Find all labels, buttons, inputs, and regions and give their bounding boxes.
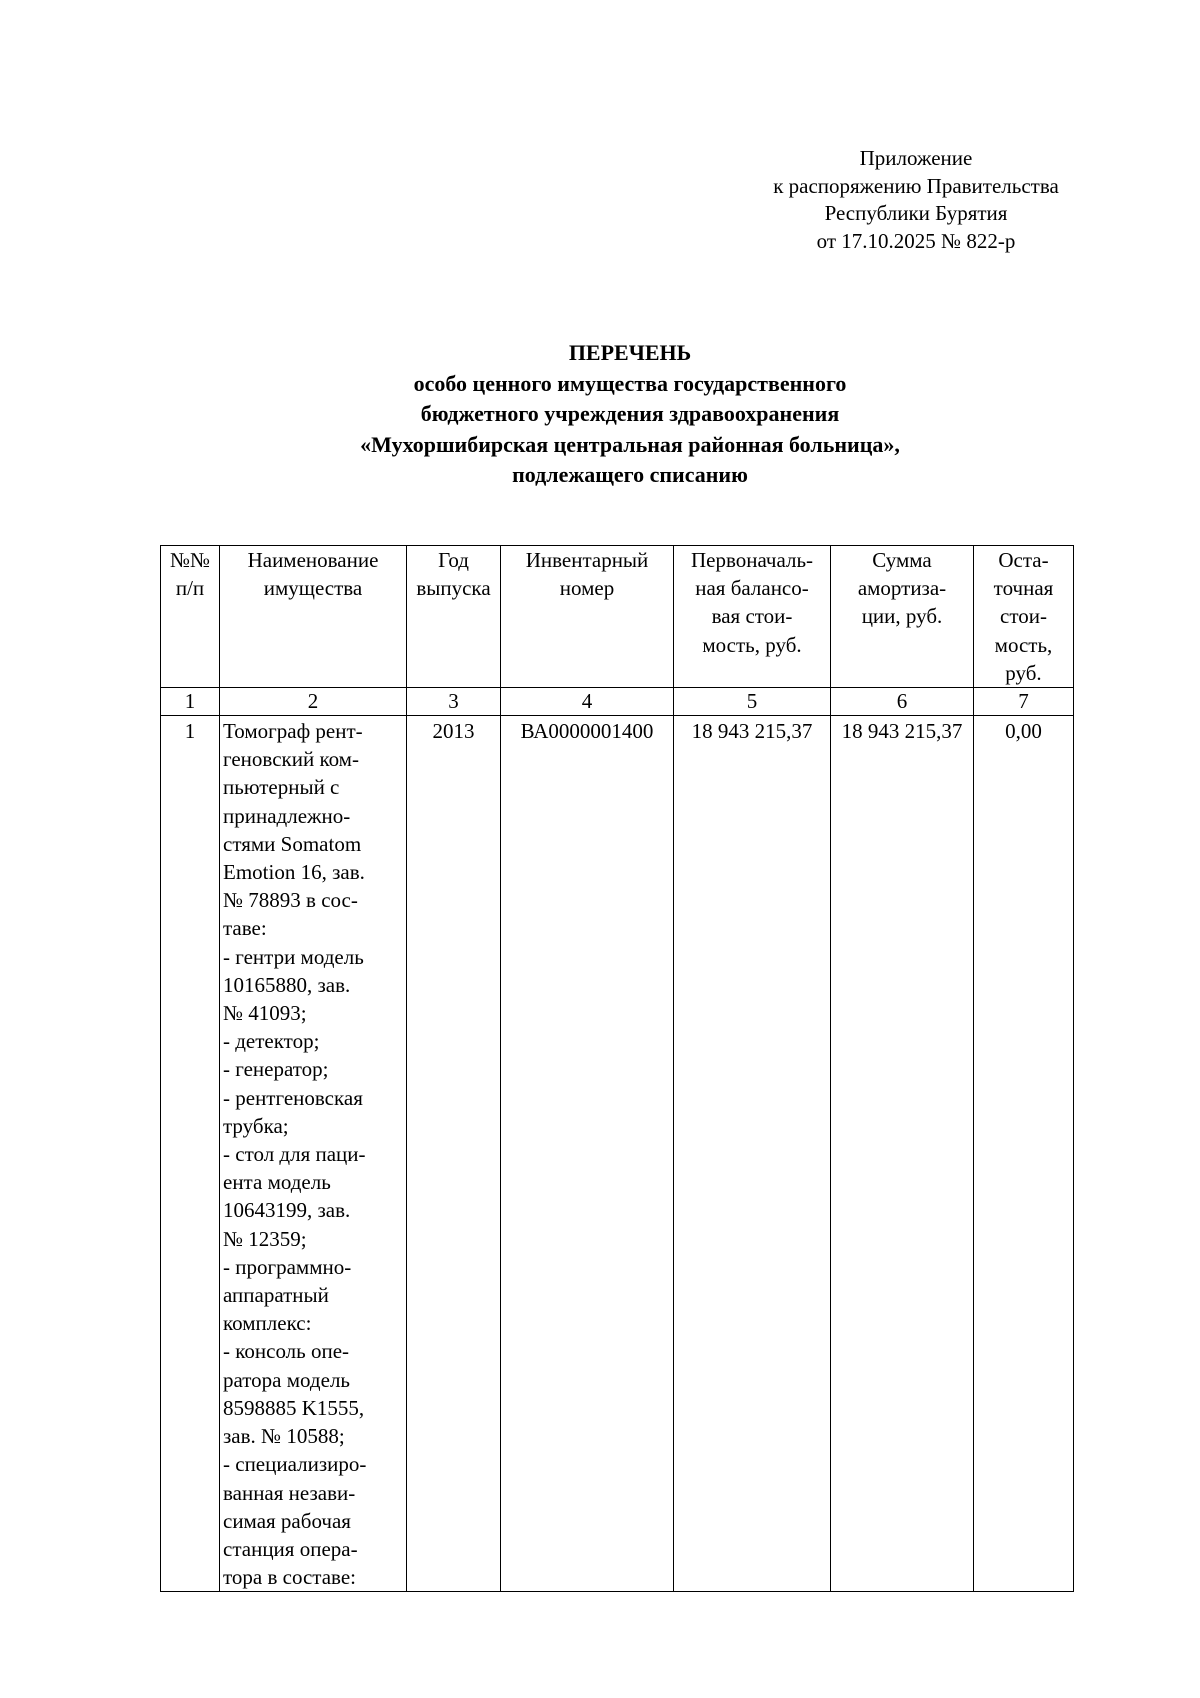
header-text: номер [559,576,615,601]
header-text: руб. [1005,660,1042,685]
header-name [220,546,407,688]
name-line: № 41093; [223,1001,307,1026]
name-line: № 12359; [223,1226,307,1251]
header-text: Первоначаль- [690,548,814,572]
title-heading: ПЕРЕЧЕНЬ [568,340,692,365]
column-number: 6 [831,688,974,716]
name-line: Emotion 16, зав. [223,860,365,885]
title-line: «Мухоршибирская центральная районная больница», [360,431,900,457]
name-line: станция опера- [223,1536,358,1561]
name-line: 10643199, зав. [223,1198,351,1223]
appendix-block [747,145,1085,255]
table-row [161,716,1074,1592]
cell-year: 2013 [407,716,501,1592]
header-text: мость, [994,632,1053,657]
header-text: №№ [169,548,211,572]
header-text: точная [993,576,1054,601]
name-line: - рентгеновская [223,1085,363,1110]
header-depreciation [831,546,974,688]
header-text: стои- [1000,604,1047,629]
header-text: мость, руб. [702,632,802,657]
name-line: геновский ком- [223,747,359,772]
name-line: ратора модель [223,1367,350,1392]
header-number [161,546,220,688]
header-text: Инвентарный [525,548,649,572]
name-line: - стол для паци- [223,1142,366,1167]
column-number-row [161,688,1074,716]
cell-number: 1 [161,716,220,1592]
property-table [160,545,1074,1592]
name-line: принадлежно- [223,803,351,828]
column-number: 1 [161,688,220,716]
column-number: 3 [407,688,501,716]
name-line: трубка; [223,1113,289,1138]
header-text: вая стои- [711,604,793,629]
header-inventory [501,546,674,688]
name-line: - консоль опе- [223,1339,350,1364]
table-header-row [161,546,1074,688]
header-text: ции, руб. [861,604,943,629]
title-line: особо ценного имущества государственного [413,370,847,396]
cell-depreciation: 18 943 215,37 [831,716,974,1592]
name-line: - специализиро- [223,1452,367,1477]
name-line: 10165880, зав. [223,972,351,997]
name-line: тора в составе: [223,1565,357,1590]
name-line: - детектор; [223,1029,320,1054]
cell-initial-cost: 18 943 215,37 [674,716,831,1592]
cell-inventory-number: ВА0000001400 [501,716,674,1592]
name-line: - программно- [223,1254,352,1279]
header-text: амортиза- [857,576,947,601]
column-number: 4 [501,688,674,716]
name-line: 8598885 K1555, [223,1395,365,1420]
name-line: комплекс: [223,1311,312,1336]
header-text: Наименование [247,548,379,572]
name-line: № 78893 в сос- [223,888,358,913]
header-initial-cost [674,546,831,688]
name-line: ванная незави- [223,1480,356,1505]
name-line: ента модель [223,1170,331,1195]
appendix-line: Республики Бурятия [824,201,1008,225]
header-residual [974,546,1074,688]
header-year [407,546,501,688]
name-line: - генератор; [223,1057,329,1082]
header-text: Сумма [872,548,932,572]
appendix-line: к распоряжению Правительства [773,173,1059,198]
header-text: ная балансо- [695,576,809,601]
cell-name [220,716,407,1592]
cell-residual-cost: 0,00 [974,716,1074,1592]
name-line: таве: [223,916,267,941]
name-line: симая рабочая [223,1508,351,1533]
header-text: Год [438,548,469,572]
name-line: стями Somatom [223,831,362,856]
column-number: 7 [974,688,1074,716]
title-line: подлежащего списанию [512,462,748,487]
header-text: Оста- [998,548,1049,572]
name-line: пьютерный с [223,775,340,800]
name-line: аппаратный [223,1283,329,1308]
header-text: выпуска [416,576,491,601]
column-number: 2 [220,688,407,716]
column-number: 5 [674,688,831,716]
header-text: имущества [263,576,363,601]
name-line: - гентри модель [223,944,364,969]
header-text: п/п [175,576,205,601]
name-line: зав. № 10588; [223,1424,345,1449]
name-line: Томограф рент- [223,719,363,744]
appendix-date-line: от 17.10.2025 № 822-р [816,228,1016,253]
title-line: бюджетного учреждения здравоохранения [420,401,840,426]
document-title [200,338,1060,491]
appendix-line: Приложение [859,146,973,170]
